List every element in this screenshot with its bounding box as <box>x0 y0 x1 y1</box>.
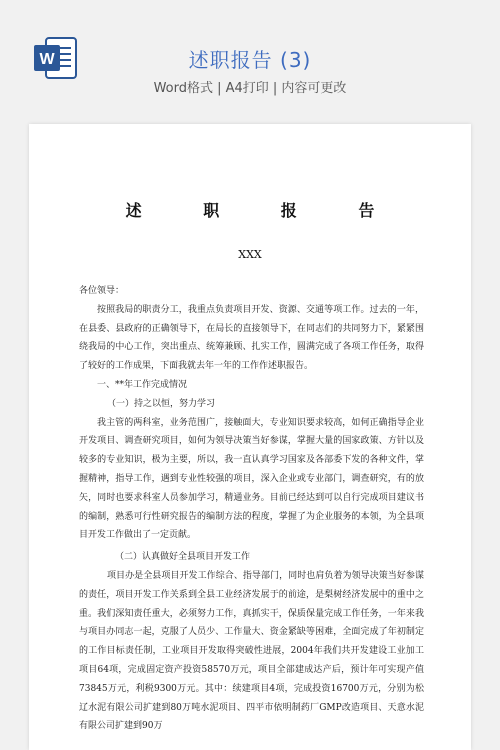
document-body <box>79 282 424 736</box>
section-heading: 一、**年工作完成情况 <box>97 379 188 390</box>
paragraph-intro: 按照我局的职责分工，我重点负责项目开发、资源、交通等项工作。过去的一年，在县委、县政府的正确领导下，在局长的直接领导下，在同志们的共同努力下，紧紧围绕我局的中心工作，突出重点、统筹兼顾、扎实工作，圆满完成了各项工作任务，取得了较好的工作成果，下面我就去年一年的工作作述职报告。 <box>79 304 424 372</box>
paragraph-projects: 项目办是全县项目开发工作综合、指导部门，同时也肩负着为领导决策当好参谋的责任，项目开发工作关系到全县工业经济发展于的前途，是梨树经济发展中的重中之重。我们深知责任重大，必须努力工作，真抓实干，保质保量完成工作任务，一年来我与项目办同志一起，克服了人员少、工作量大、资金紧缺等困难，全面完成了年初制定的工作目标责任制，工业项目开发取得突破性进展，2004年我们共开发建设工业加工项目64项，完成固定资产投资58570万元，项目全部建成达产后，预计年可实现产值73845万元，利税9300万元。其中：续建项目4项，完成投资16700万元，分别为松辽水泥有限公司扩建到80万吨水泥项目、四平市依明制药厂GMP改造项目、天意水泥有限公司扩建到90万 <box>79 570 424 732</box>
svg-text:W: W <box>39 51 55 68</box>
page-header <box>0 0 500 118</box>
subsection-heading: （一）持之以恒，努力学习 <box>107 398 216 409</box>
page-subtitle: Word格式 | A4打印 | 内容可更改 <box>153 81 347 96</box>
document-author: XXX <box>238 248 262 261</box>
salutation: 各位领导： <box>79 286 125 296</box>
document-page <box>29 124 471 750</box>
paragraph-study: 我主管的两科室，业务范围广，接触面大，专业知识要求较高，如何正确指导企业开发项目、调查研究项目，如何为领导决策当好参谋，掌握大量的国家政策、方针以及较多的专业知识，极为主要，所以，我一直认真学习国家及各部委下发的各种文件，掌握精神，指导工作，遇到专业性较强的项目，深入企业或专业部门，调查研究，有的放矢，同时也要求科室人员参加学习，精通业务。目前已经达到可以自行完成项目建议书的编制，熟悉可行性研究报告的编制方法的程度，掌握了为企业服务的本领，为全县项目开发工作做出了一定贡献。 <box>79 417 424 541</box>
page-title: 述职报告 (3) <box>188 48 312 72</box>
subsection-heading: （二）认真做好全县项目开发工作 <box>115 552 251 563</box>
document-title: 述 职 报 告 <box>125 201 403 220</box>
